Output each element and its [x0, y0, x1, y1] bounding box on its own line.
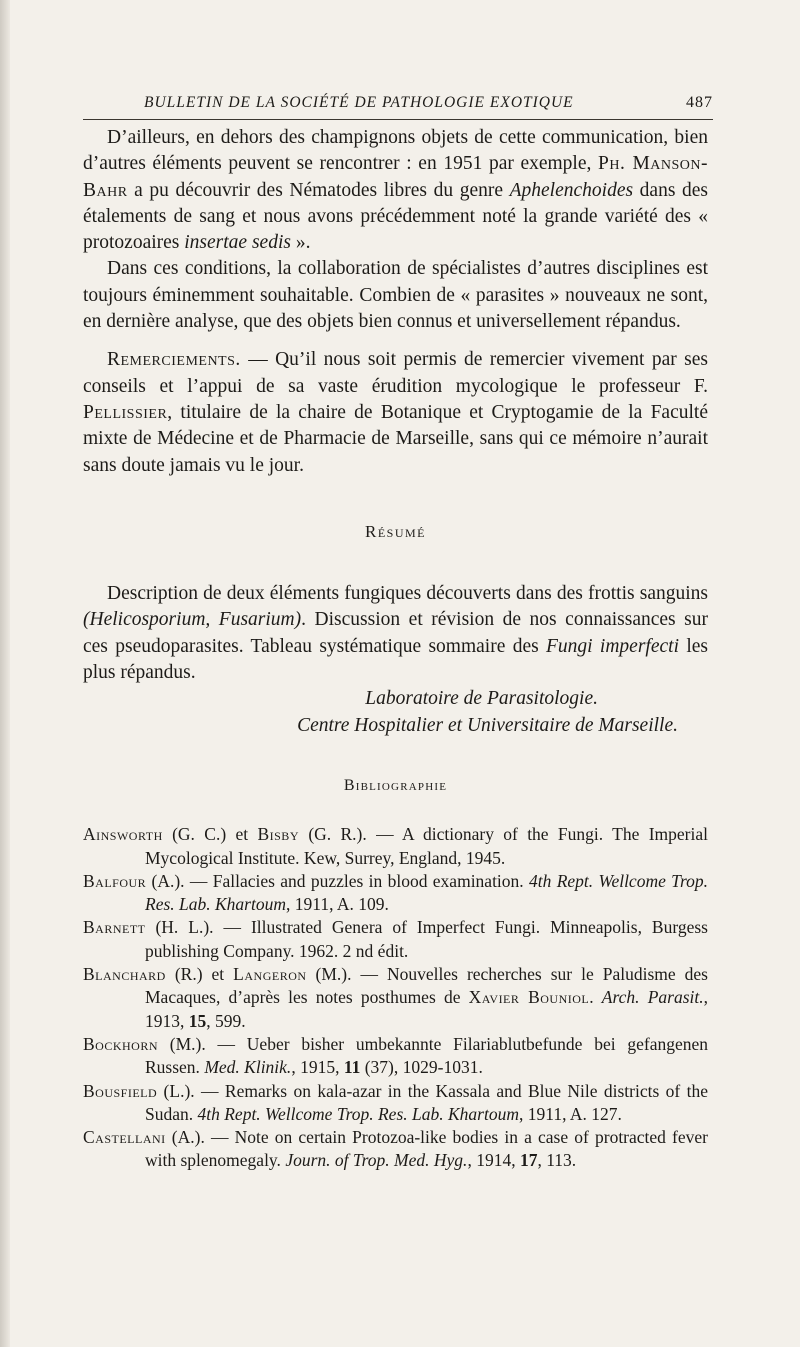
text-span: D’ailleurs, en dehors des champignons objets de cette communication, bien d’autres éléments peuvent se rencontrer : en 1951 par exemple,	[83, 127, 708, 175]
text-span: (M.). — Ueber bisher umbekannte Filariablutbefunde bei gefangenen Russen.	[145, 1033, 708, 1078]
affiliation-line-2: Centre Hospitalier et Universitaire de Marseille.	[297, 714, 678, 736]
page-binding-edge	[0, 0, 10, 1347]
text-span: , 1914,	[467, 1150, 520, 1171]
bib-author: Bisby	[257, 824, 299, 845]
bib-journal: Arch. Parasit.	[601, 987, 704, 1008]
text-span: (37), 1029-1031.	[360, 1057, 483, 1078]
text-span: dans des étalements de sang et nous avons précédemment noté la grande variété des « protozoaires	[83, 179, 708, 254]
bib-author: Balfour	[83, 870, 147, 891]
bib-author: Langeron	[233, 964, 307, 985]
text-span: (R.) et	[165, 964, 234, 985]
text-span: les plus répandus.	[83, 635, 708, 684]
text-span: , titulaire de la chaire de Botanique et Cryptogamie de la Faculté mixte de Médecine et de Pharmacie de Marseille, sans qui ce mémoire n’aurait sans doute jamais vu le jour.	[83, 401, 708, 476]
text-span: (A.). — Fallacies and puzzles in blood examination.	[146, 870, 529, 891]
paragraph-remerciements	[83, 347, 708, 478]
bib-entry	[83, 963, 708, 1033]
text-span: (G. R.). — A dictionary of the Fungi. The Imperial Mycological Institute. Kew, Surrey, England, 1945.	[145, 824, 708, 868]
section-heading-remerciements: Remerciements.	[107, 349, 241, 371]
text-span: .	[589, 987, 602, 1008]
paragraph-conditions: Dans ces conditions, la collaboration de spécialistes d’autres disciplines est toujours éminemment souhaitable. Combien de « parasites » nouveaux ne sont, en dernière analyse, que des objets bien connus et universellement répandus.	[83, 258, 708, 333]
bib-author: Bousfield	[83, 1080, 158, 1101]
bib-volume: 15	[188, 1010, 207, 1031]
text-span: , 1911, A. 127.	[518, 1103, 622, 1124]
bib-author: Blanchard	[83, 964, 166, 985]
bib-journal: 4th Rept. Wellcome Trop. Res. Lab. Khartoum	[145, 870, 708, 915]
bib-author: Bockhorn	[83, 1033, 159, 1054]
header-rule	[83, 119, 713, 120]
journal-title: BULLETIN DE LA SOCIÉTÉ DE PATHOLOGIE EXOTIQUE	[144, 94, 574, 111]
resume-heading: Résumé	[364, 521, 426, 541]
bib-author: Ainsworth	[83, 824, 163, 845]
text-span: , 113.	[537, 1150, 577, 1171]
bibliography-list	[83, 823, 708, 1172]
bib-journal: 4th Rept. Wellcome Trop. Res. Lab. Khartoum	[197, 1103, 519, 1124]
bib-entry	[83, 1033, 708, 1080]
text-span: — Qu’il nous soit permis de remercier vivement par ses conseils et l’appui de sa vaste érudition mycologique le professeur F.	[83, 349, 708, 397]
bib-volume: 17	[519, 1150, 538, 1171]
text-span: , 1915,	[291, 1057, 344, 1078]
text-span: a pu découvrir des Nématodes libres du genre	[127, 179, 510, 201]
article-body	[83, 125, 708, 1173]
bib-journal: Med. Klinik.	[204, 1057, 292, 1078]
text-span: ».	[290, 232, 311, 254]
text-span: (M.). — Nouvelles recherches sur le Paludisme des Macaques, d’après les notes posthumes de	[145, 964, 708, 1008]
text-span: (H. L.). — Illustrated Genera of Imperfect Fungi. Minneapolis, Burgess publishing Company. 1962. 2 nd édit.	[145, 917, 708, 961]
text-span: (G. C.) et	[162, 824, 258, 845]
bib-entry	[83, 870, 708, 917]
italic-phrase: insertae sedis	[184, 232, 291, 254]
text-span: , 599.	[206, 1010, 246, 1031]
page-number: 487	[686, 94, 713, 111]
paragraph-resume	[83, 581, 708, 686]
affiliation-line-1: Laboratoire de Parasitologie.	[365, 688, 598, 710]
text-span: , 1913,	[145, 987, 709, 1031]
bib-author: Xavier Bouniol	[468, 987, 590, 1008]
text-span: . Discussion et révision de nos connaissances sur ces pseudoparasites. Tableau systématique sommaire des	[83, 609, 708, 657]
text-span: (A.). — Note on certain Protozoa-like bodies in a case of protracted fever with splenomegaly.	[145, 1127, 708, 1171]
text-span: (L.). — Remarks on kala-azar in the Kassala and Blue Nile districts of the Sudan.	[145, 1080, 708, 1124]
running-header	[80, 88, 713, 118]
bib-author: Barnett	[83, 917, 146, 938]
person-name: Pellissier	[83, 401, 168, 423]
bib-entry	[83, 916, 708, 963]
bib-entry	[83, 1126, 708, 1173]
bib-author: Castellani	[83, 1127, 166, 1148]
bib-entry	[83, 823, 708, 870]
text-span: , 1911, A. 109.	[285, 894, 389, 915]
paragraph-dailleurs	[83, 125, 708, 256]
genus-name: Aphelenchoides	[509, 179, 634, 201]
author-name: Ph. Manson-Bahr	[83, 153, 709, 201]
italic-fungi: Fungi imperfecti	[546, 635, 679, 657]
bib-entry	[83, 1080, 708, 1127]
text-span: Description de deux éléments fungiques découverts dans des frottis sanguins	[107, 583, 708, 605]
bib-volume: 11	[343, 1057, 361, 1078]
italic-genera: (Helicosporium, Fusarium)	[83, 609, 302, 631]
bibliography-heading: Bibliographie	[343, 776, 448, 794]
bib-journal: Journ. of Trop. Med. Hyg.	[285, 1150, 468, 1171]
